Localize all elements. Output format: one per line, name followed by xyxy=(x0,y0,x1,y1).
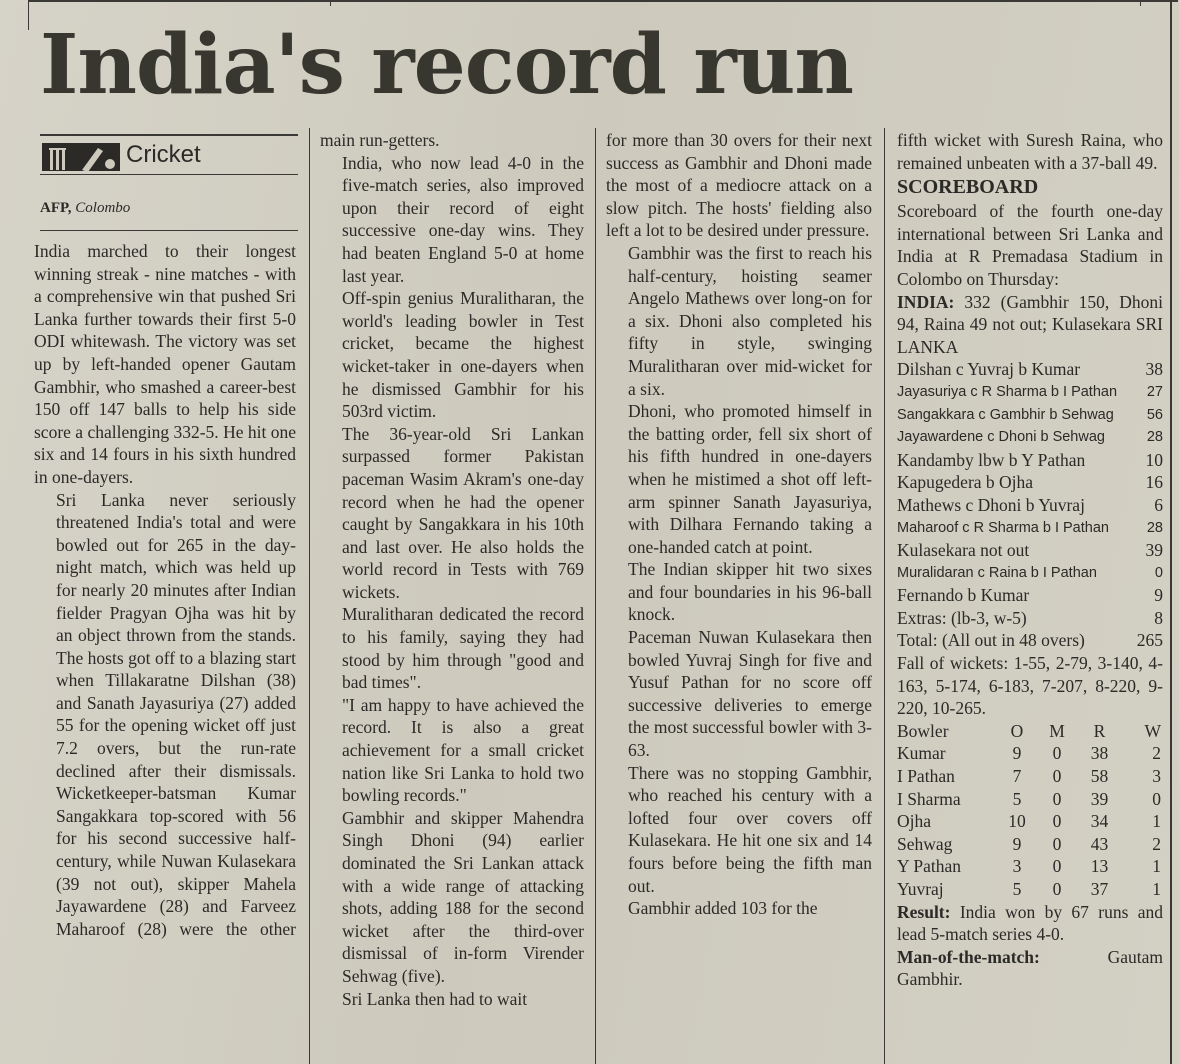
bowler-name: I Pathan xyxy=(897,766,955,787)
batting-row xyxy=(897,629,1163,652)
batsman-dismissal: Jayasuriya c R Sharma b I Pathan xyxy=(897,383,1118,400)
article-column-1 xyxy=(34,240,296,940)
bowling-figure: 0 xyxy=(1052,856,1062,877)
paragraph: Paceman Nuwan Kulasekara then bowled Yuvraj Singh for five and Yusuf Pathan for no score off successive deliveries to emerge the most successful bowler with 3-63. xyxy=(628,627,872,761)
col-divider-2 xyxy=(595,128,596,1064)
batsman-dismissal: Sangakkara c Gambhir b Sehwag xyxy=(897,406,1114,423)
paragraph: The Indian skipper hit two sixes and four boundaries in his 96-ball knock. xyxy=(628,559,872,625)
bowling-figure: 0 xyxy=(1052,788,1062,809)
bowling-figure: 7 xyxy=(1012,766,1022,787)
byline-rule xyxy=(40,230,298,231)
bowling-figure: 1 xyxy=(1152,856,1161,877)
bowling-figure: 1 xyxy=(1152,811,1161,832)
batting-row xyxy=(897,539,1163,562)
batsman-runs: 27 xyxy=(1146,383,1163,400)
batsman-runs: 6 xyxy=(1154,494,1163,515)
man-of-the-match xyxy=(897,946,1163,991)
batsman-dismissal: Muralidaran c Raina b I Pathan xyxy=(897,564,1097,581)
right-border xyxy=(1170,0,1172,1064)
paragraph: Muralitharan dedicated the record to his family, saying they had stood by him through "good and bad times". xyxy=(342,604,584,693)
paragraph: Sri Lanka never seriously threatened India's total and were bowled out for 265 in the day-night match, which was held up for nearly 20 minutes after Indian fielder Pragyan Ojha was hit by an object thrown from the stands. xyxy=(56,489,296,646)
top-border xyxy=(28,0,1178,2)
batting-row xyxy=(897,607,1163,630)
scoreboard-column xyxy=(897,129,1163,991)
paragraph: Gambhir and skipper Mahendra Singh Dhoni (94) earlier dominated the Sri Lankan attack with a wide range of attacking shots, adding 188 for the second wicket after the third-over dismissal of in-form Virender Sehwag (five). xyxy=(342,807,584,986)
bowling-figure: 2 xyxy=(1152,743,1161,764)
bowler-name: Ojha xyxy=(897,811,932,832)
batsman-runs: 9 xyxy=(1154,585,1163,606)
section-rule-bottom xyxy=(40,174,298,175)
bowler-name: Sehwag xyxy=(897,833,953,854)
headline: India's record run xyxy=(40,17,853,113)
paragraph: Sri Lanka then had to wait xyxy=(342,988,528,1009)
bowling-figure: 5 xyxy=(1012,788,1022,809)
batsman-runs: 0 xyxy=(1154,564,1163,581)
batsman-dismissal: Extras: (lb-3, w-5) xyxy=(897,607,1027,628)
batsman-runs: 8 xyxy=(1154,607,1163,628)
bowling-figure: 2 xyxy=(1152,833,1161,854)
top-divider-left xyxy=(330,0,331,6)
bowling-header: O xyxy=(1010,720,1024,741)
result-text: India won by 67 runs and lead 5-match series 4-0. xyxy=(897,901,1163,945)
bowling-figure: 5 xyxy=(1012,879,1022,899)
batsman-runs: 28 xyxy=(1146,429,1163,446)
bowler-name: I Sharma xyxy=(897,788,961,809)
batting-row xyxy=(897,494,1163,517)
batsman-runs: 38 xyxy=(1145,359,1163,380)
paragraph: Off-spin genius Muralitharan, the world's leading bowler in Test cricket, became the highest wicket-taker in one-dayers when he dismissed Gambhir for his 503rd victim. xyxy=(342,288,584,422)
bowling-figure: 0 xyxy=(1052,766,1062,787)
bowling-figure: 34 xyxy=(1090,811,1109,832)
bowling-figure: 10 xyxy=(1008,811,1026,832)
batsman-runs: 39 xyxy=(1145,540,1163,561)
bowling-figure: 0 xyxy=(1052,811,1062,832)
batting-row xyxy=(897,562,1163,585)
batsman-dismissal: Maharoof c R Sharma b I Pathan xyxy=(897,519,1109,536)
batsman-dismissal: Jayawardene c Dhoni b Sehwag xyxy=(897,429,1105,446)
batsman-dismissal: Total: (All out in 48 overs) xyxy=(897,630,1085,651)
fall-of-wickets: Fall of wickets: 1-55, 2-79, 3-140, 4-163, 5-174, 6-183, 7-207, 8-220, 9-220, 10-265. xyxy=(897,653,1163,719)
paragraph: Dhoni, who promoted himself in the batting order, fell six short of his fifth hundred in one-dayers when he mistimed a shot off left-arm spinner Sanath Jayasuriya, with Dilhara Fernando taking a one-handed catch at point. xyxy=(628,401,872,557)
batting-row xyxy=(897,517,1163,540)
byline xyxy=(40,200,130,217)
paragraph: Gambhir added 103 for the xyxy=(628,898,818,919)
bowling-header: R xyxy=(1093,720,1106,741)
batting-row xyxy=(897,471,1163,494)
bowling-figure: 0 xyxy=(1052,833,1062,854)
batting-row xyxy=(897,404,1163,427)
article-column-2 xyxy=(320,129,584,1010)
article-column-3 xyxy=(606,129,872,920)
bowling-figure: 0 xyxy=(1052,879,1062,899)
batting-card xyxy=(897,358,1163,652)
bowling-figure: 13 xyxy=(1090,856,1109,877)
scoreboard-intro: Scoreboard of the fourth one-day international between Sri Lanka and India at R Premadasa Stadium in Colombo on Thursday: xyxy=(897,201,1163,289)
batsman-runs: 10 xyxy=(1145,449,1163,470)
col-divider-3 xyxy=(884,128,885,1064)
top-divider-right xyxy=(1140,0,1141,6)
result xyxy=(897,901,1163,946)
bowling-figure: 1 xyxy=(1152,879,1161,899)
scoreboard-title: SCOREBOARD xyxy=(897,176,1039,199)
bowling-figure: 58 xyxy=(1090,766,1109,787)
paragraph: The 36-year-old Sri Lankan surpassed former Pakistan paceman Wasim Akram's one-day record when he had the opener caught by Sangakkara in his 10th and last over. He also holds the world record in Tests with 769 wickets. xyxy=(342,423,584,602)
motm-text: Gautam Gambhir. xyxy=(897,946,1163,990)
bowling-figure: 39 xyxy=(1090,788,1109,809)
bowler-name: Y Pathan xyxy=(897,856,961,877)
paragraph: India marched to their longest winning streak - nine matches - with a comprehensive win that pushed Sri Lanka further towards their first 5-0 ODI whitewash. The victory was set up by left-handed opener Gautam Gambhir, who smashed a career-best 150 off 147 balls to help his side score a challenging 332-5. He hit one six and 14 fours in his sixth hundred in one-dayers. xyxy=(34,241,296,487)
paragraph: Wicketkeeper-batsman Kumar Sangakkara top-scored with 56 for his second successive half-century, while Nuwan Kulasekara (39 not out), skipper Mahela Jayawardene (28) and Farveez Maharoof (28) were the other xyxy=(56,783,296,939)
bowling-figure: 43 xyxy=(1090,833,1109,854)
sri-lanka-label: SRI LANKA xyxy=(897,314,1163,357)
batsman-runs: 28 xyxy=(1146,519,1163,536)
paragraph: fifth wicket with Suresh Raina, who remained unbeaten with a 37-ball 49. xyxy=(897,130,1163,173)
batting-row xyxy=(897,449,1163,472)
byline-agency: AFP, xyxy=(40,200,72,216)
batting-row xyxy=(897,584,1163,607)
bowling-figure: 0 xyxy=(1052,743,1062,764)
batsman-dismissal: Kapugedera b Ojha xyxy=(897,472,1034,493)
paragraph: India, who now lead 4-0 in the five-match series, also improved upon their record of eight successive one-day wins. They had beaten England 5-0 at home last year. xyxy=(342,152,584,286)
bowling-figure: 37 xyxy=(1090,879,1109,899)
paragraph: main run-getters. xyxy=(320,130,440,150)
bowler-name: Yuvraj xyxy=(897,879,944,899)
india-label: INDIA: xyxy=(897,291,955,312)
batsman-dismissal: Mathews c Dhoni b Yuvraj xyxy=(897,494,1085,515)
motm-label: Man-of-the-match: xyxy=(897,946,1040,967)
bowling-figure: 9 xyxy=(1012,833,1022,854)
paragraph: for more than 30 overs for their next success as Gambhir and Dhoni made the most of a mediocre attack on a slow pitch. The hosts' fielding also left a lot to be desired under pressure. xyxy=(606,130,872,241)
byline-place: Colombo xyxy=(75,200,131,216)
batsman-dismissal: Fernando b Kumar xyxy=(897,585,1030,606)
paragraph: There was no stopping Gambhir, who reached his century with a lofted four over covers off Kulasekara. He hit one six and 14 fours before being the fifth man out. xyxy=(628,762,872,896)
paragraph: "I am happy to have achieved the record. It is also a great achievement for a small cricket nation like Sri Lanka to hold two bowling records." xyxy=(342,694,584,806)
left-border xyxy=(28,0,29,30)
bowling-header: Bowler xyxy=(897,720,949,741)
batting-row xyxy=(897,358,1163,381)
bowling-figure: 3 xyxy=(1012,856,1022,877)
batting-row xyxy=(897,381,1163,404)
bowling-figure: 3 xyxy=(1152,766,1161,787)
india-summary: 332 (Gambhir 150, Dhoni 94, Raina 49 not out; Kulasekara xyxy=(897,291,1163,335)
col-divider-1 xyxy=(309,128,310,1064)
bowling-header: M xyxy=(1049,720,1065,741)
batting-row xyxy=(897,426,1163,449)
bowler-name: Kumar xyxy=(897,743,946,764)
india-innings xyxy=(897,291,1163,359)
batsman-dismissal: Dilshan c Yuvraj b Kumar xyxy=(897,359,1081,380)
result-label: Result: xyxy=(897,901,951,922)
section-rule-top xyxy=(40,134,298,136)
paragraph: The hosts got off to a blazing start when Tillakaratne Dilshan (38) and Sanath Jayasuriya (27) added 55 for the opening wicket off just 7.2 overs, but the run-rate declined after their dismissals. xyxy=(56,647,296,781)
batsman-runs: 265 xyxy=(1136,630,1163,651)
batsman-dismissal: Kulasekara not out xyxy=(897,540,1030,561)
bowling-figure: 38 xyxy=(1090,743,1109,764)
bowling-header: W xyxy=(1144,720,1161,741)
batsman-runs: 16 xyxy=(1145,472,1163,493)
batsman-runs: 56 xyxy=(1146,406,1163,423)
bowling-table xyxy=(897,720,1163,901)
paragraph: Gambhir was the first to reach his half-century, hoisting seamer Angelo Mathews over long-on for a six. Dhoni also completed his fifty in style, swinging Muralitharan over mid-wicket for a six. xyxy=(628,242,872,399)
bowling-figure: 0 xyxy=(1152,788,1161,809)
bowling-figure: 9 xyxy=(1012,743,1022,764)
section-label: Cricket xyxy=(126,141,201,168)
batsman-dismissal: Kandamby lbw b Y Pathan xyxy=(897,449,1086,470)
